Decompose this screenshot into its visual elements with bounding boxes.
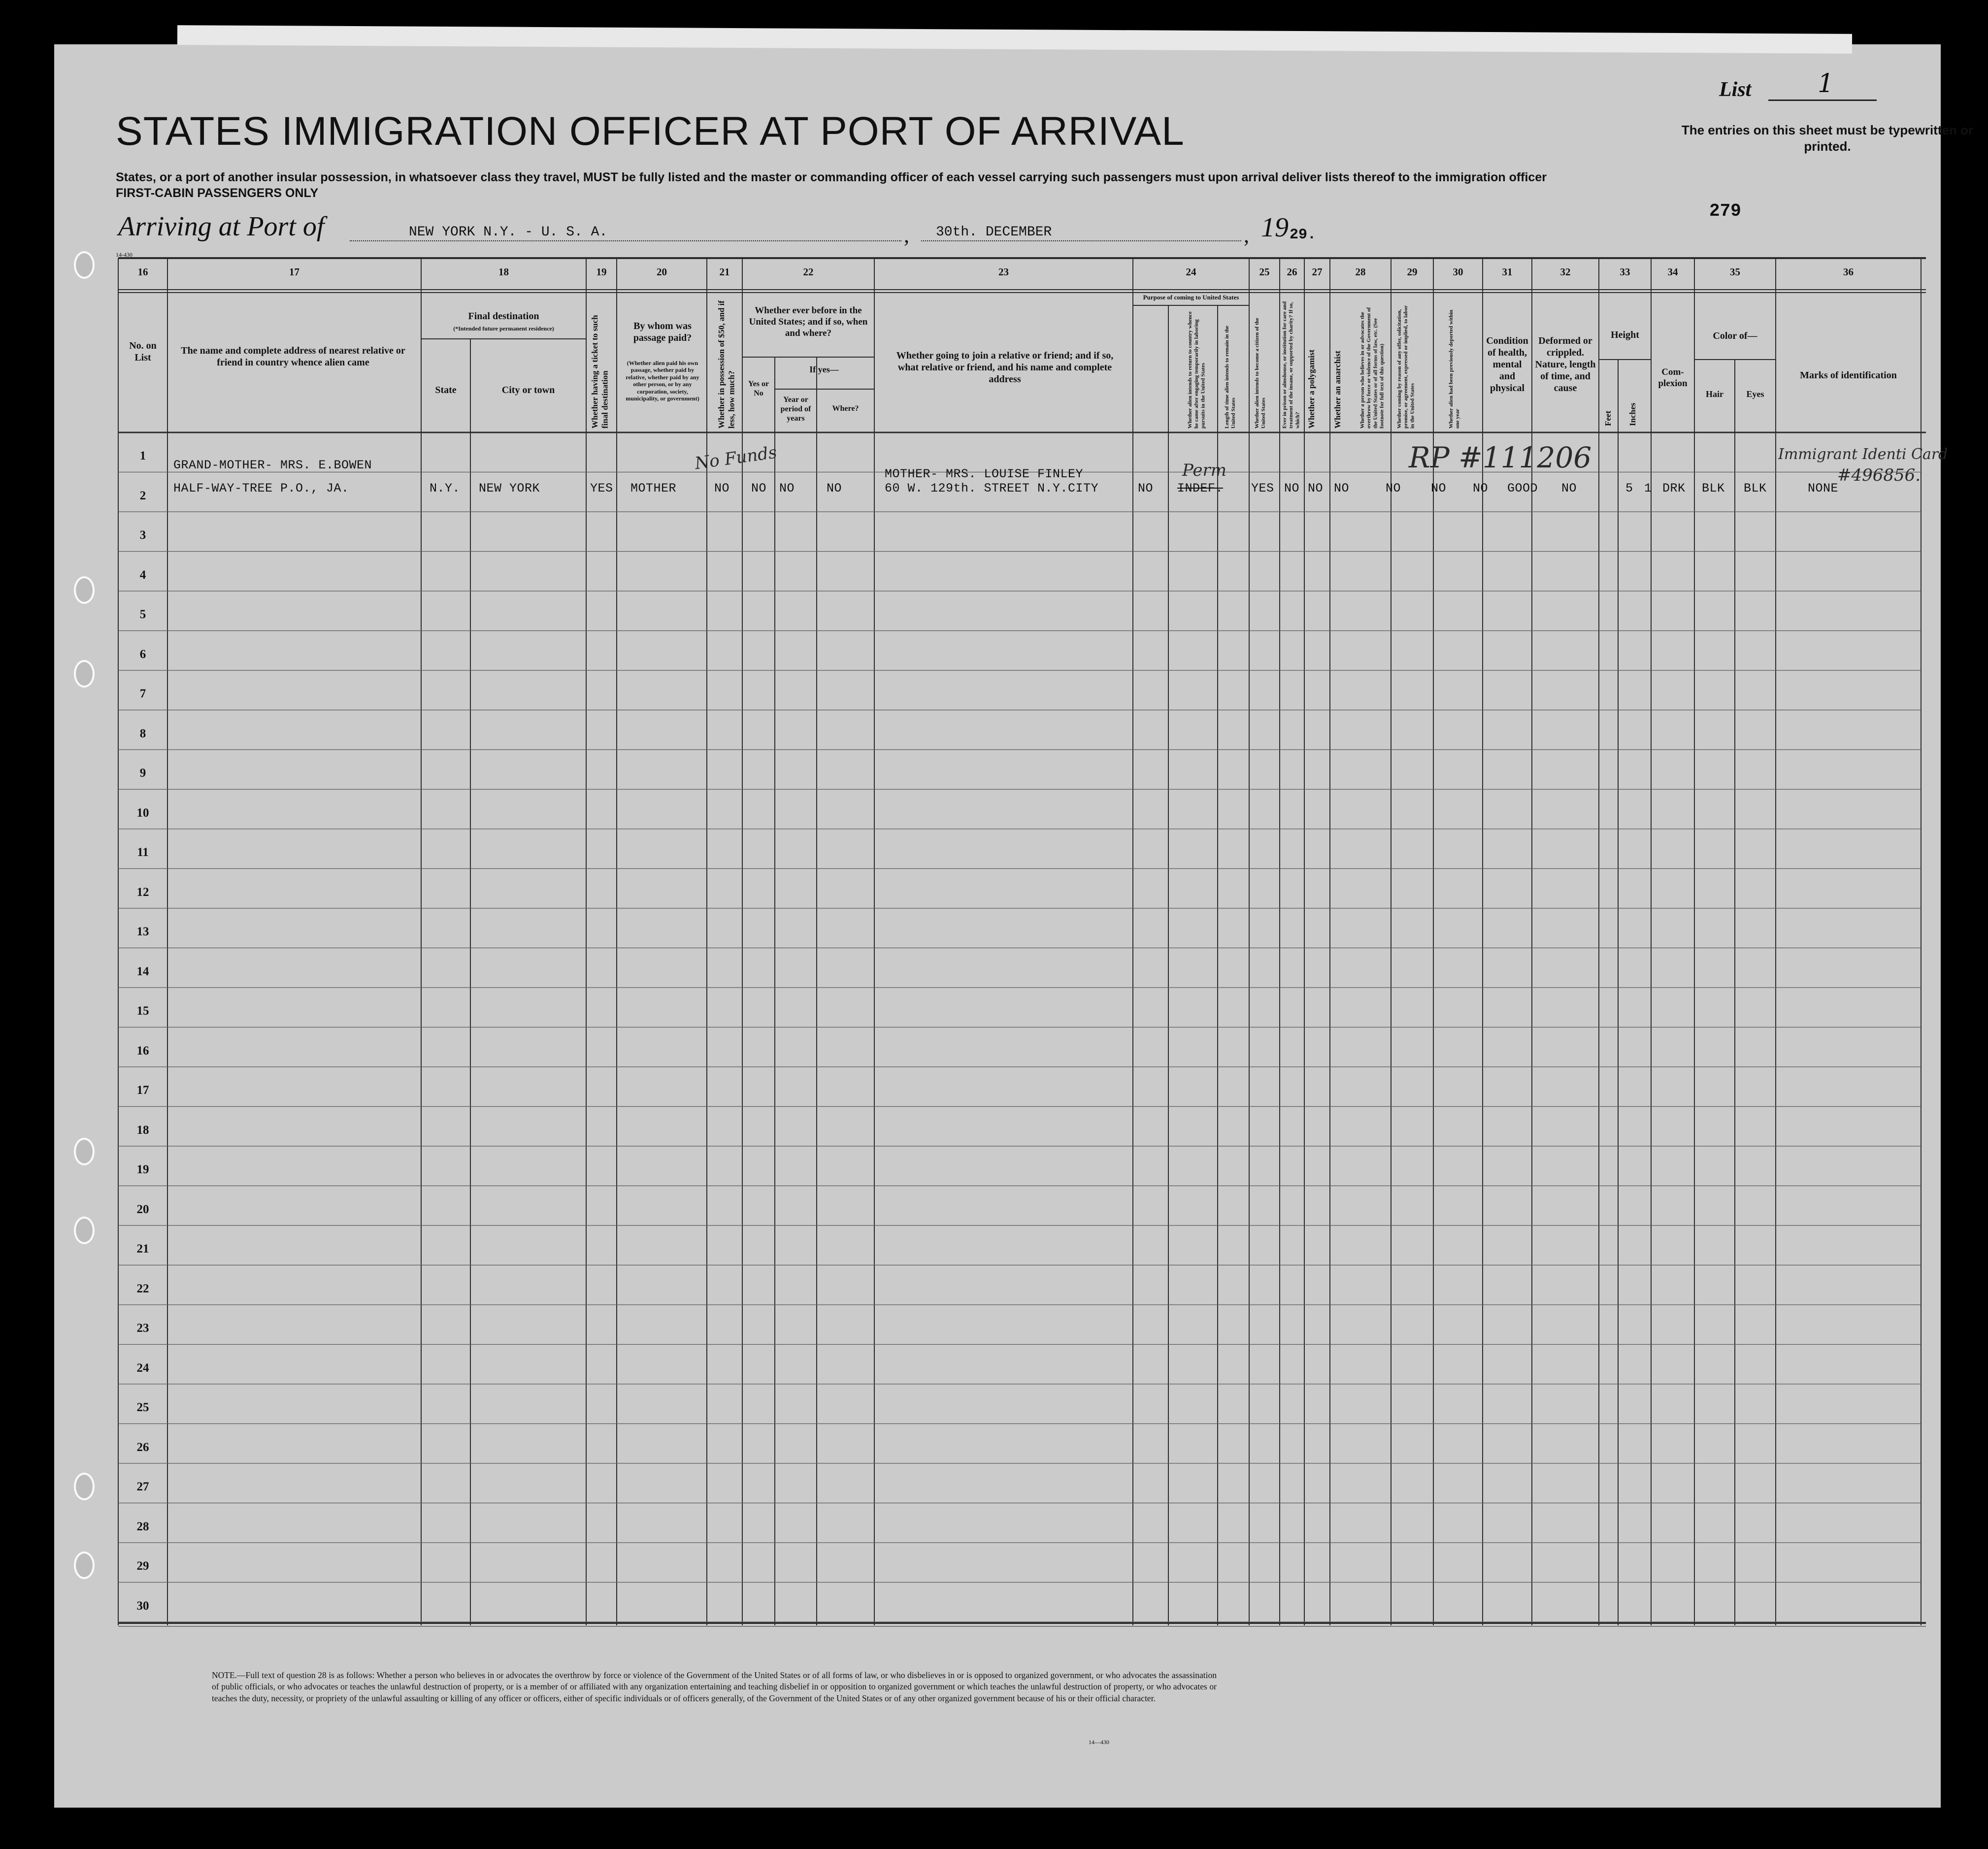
header-before-in-us: Whether ever before in the United States; and if so, when and where?	[749, 305, 868, 338]
header-purpose: Purpose of coming to United States	[1143, 294, 1239, 301]
header-join-relative: Whether going to join a relative or friend; and if so, what relative or friend, and his name and complete address	[896, 350, 1114, 385]
column-number: 20	[657, 266, 667, 278]
header-health: Condition of health, mental and physical	[1486, 335, 1528, 394]
sheet-number: 279	[1709, 201, 1741, 221]
footnote-form-number: 14—430	[1089, 1739, 1109, 1746]
row-number: 1	[139, 449, 146, 463]
header-final-destination: Final destination	[468, 311, 539, 322]
row-number: 10	[136, 806, 149, 820]
join-relative-address: 60 W. 129th. STREET N.Y.CITY	[885, 481, 1099, 495]
row-number: 18	[136, 1123, 149, 1137]
row-number: 29	[136, 1559, 149, 1573]
row-number: 6	[139, 647, 146, 661]
column-number: 27	[1312, 266, 1323, 278]
year-suffix: 29.	[1290, 227, 1317, 243]
arriving-label: Arriving at Port of	[118, 211, 325, 242]
header-if-yes: If yes—	[809, 364, 839, 374]
column-number: 19	[596, 266, 607, 278]
return-intent-value: NO	[1138, 481, 1154, 495]
complexion-value: DRK	[1662, 481, 1686, 495]
row-number: 14	[136, 964, 149, 978]
question-29-value: NO	[1431, 481, 1447, 495]
length-stay-value: INDEF.	[1177, 481, 1224, 495]
row-number: 12	[136, 885, 149, 899]
header-height: Height	[1611, 330, 1639, 340]
header-length-stay: Length of time alien intends to remain in the United States	[1224, 326, 1237, 429]
column-number: 28	[1355, 266, 1366, 278]
column-number: 36	[1843, 266, 1854, 278]
column-number: 17	[289, 266, 299, 278]
row-number: 25	[136, 1401, 149, 1415]
table-grid	[54, 44, 1941, 1808]
list-label: List	[1719, 78, 1752, 101]
relative-name: GRAND-MOTHER- MRS. E.BOWEN	[173, 458, 372, 472]
header-citizen: Whether alien intends to become a citizen of the United States	[1254, 318, 1267, 429]
column-number: 26	[1287, 266, 1297, 278]
column-number: 16	[137, 266, 148, 278]
row-number: 9	[139, 766, 146, 780]
money-value: NO	[714, 481, 730, 495]
header-question-28: Whether a person who believes in or advocates the overthrow by force or violence of the Government of the United States or of all forms of law, etc. (See footnote for full text of this question)	[1359, 307, 1385, 429]
row-number: 2	[139, 489, 146, 502]
row-number: 26	[136, 1440, 149, 1454]
question-28-value: NO	[1386, 481, 1401, 495]
page-title: STATES IMMIGRATION OFFICER AT PORT OF ARRIVAL	[116, 109, 1185, 154]
deported-value: NO	[1473, 481, 1489, 495]
row-number: 5	[139, 608, 146, 622]
header-deported: Whether alien had been previously deported within one year	[1448, 309, 1461, 429]
header-marks: Marks of identification	[1800, 370, 1897, 381]
list-number: 1	[1818, 69, 1834, 99]
header-prison: Ever in prison or almshouse, or institution for care and treatment of the insane, or supported by charity? If so, which?	[1282, 301, 1301, 429]
row-number: 30	[136, 1599, 149, 1613]
passage-paid-value: MOTHER	[630, 481, 677, 495]
header-color-of: Color of—	[1713, 330, 1757, 341]
row-number: 21	[136, 1242, 149, 1256]
header-yes-no: Yes or No	[748, 380, 769, 398]
row-number: 23	[136, 1321, 149, 1335]
row-number: 27	[136, 1480, 149, 1494]
before-where-value: NO	[827, 481, 842, 495]
year-prefix: 19	[1261, 212, 1289, 243]
marks-value: NONE	[1808, 481, 1839, 495]
form-number: 14-430	[116, 251, 133, 258]
before-in-us-value: NO	[751, 481, 767, 495]
header-ticket: Whether having a ticket to such final destination	[590, 315, 610, 429]
height-feet-value: 5	[1625, 481, 1633, 495]
row-number: 28	[136, 1519, 149, 1533]
column-number: 24	[1186, 266, 1196, 278]
eyes-value: BLK	[1744, 481, 1767, 495]
row-number: 17	[136, 1084, 149, 1097]
handwritten-no-funds: No Funds	[694, 442, 778, 474]
health-value: GOOD	[1507, 481, 1538, 495]
header-return-intent: Whether alien intends to return to country whence he came after engaging temporarily in laboring pursuits in the United States	[1187, 311, 1206, 429]
column-number: 35	[1730, 266, 1740, 278]
comma-sep: ,	[904, 223, 909, 247]
hair-value: BLK	[1702, 481, 1725, 495]
handwritten-id-card-number: #496856.	[1837, 465, 1921, 485]
header-money: Whether in possession of $50, and if less, how much?	[717, 300, 736, 429]
date-value: 30th. DECEMBER	[936, 225, 1052, 240]
column-number: 30	[1453, 266, 1463, 278]
row-number: 20	[136, 1202, 149, 1216]
header-hair: Hair	[1706, 389, 1723, 399]
deformed-value: NO	[1561, 481, 1577, 495]
comma-sep: ,	[1244, 223, 1249, 247]
handwritten-record-number: RP #111206	[1409, 441, 1592, 474]
header-eyes: Eyes	[1746, 389, 1764, 399]
notice-line: States, or a port of another insular possession, in whatsoever class they travel, MUST be fully listed and the master or commanding officer of each vessel carrying such passengers must upon arrival deliver lists thereof to the immigration officer	[116, 170, 1547, 184]
header-complexion: Com-plexion	[1658, 367, 1688, 389]
row-number: 13	[136, 925, 149, 939]
row-number: 3	[139, 528, 146, 542]
header-city: City or town	[501, 385, 555, 396]
header-anarchist: Whether an anarchist	[1333, 350, 1342, 429]
header-nearest-relative: The name and complete address of nearest relative or friend in country whence alien came	[181, 345, 405, 368]
footnote: NOTE.—Full text of question 28 is as follows: Whether a person who believes in or advocates the overthrow by force or violence of the Government of the United States or of all forms of law, or who disbelieves in or is opposed to organized government, or who advocates the assassination of public officials, or who advocates or teaches the unlawful destruction of property, or is a member of or affiliated with any organization entertaining and teaching disbelief in or opposition to organized government or which teaches the unlawful destruction of property, or who advocates or teaches the duty, necessity, or propriety of the unlawful assaulting or killing of any officer or officers, either of specific individuals or of officers generally, of the Government of the United States or of any other organized government because of his or their official character.	[212, 1670, 1217, 1703]
row-number: 4	[139, 568, 146, 582]
header-feet: Feet	[1603, 410, 1613, 426]
anarchist-value: NO	[1334, 481, 1350, 495]
header-polygamist: Whether a polygamist	[1307, 349, 1316, 429]
header-where: Where?	[832, 404, 859, 413]
header-final-destination-note: (*Intended future permanent residence)	[453, 325, 554, 332]
destination-state: N.Y.	[430, 481, 461, 495]
header-inches: Inches	[1628, 402, 1637, 426]
row-number: 8	[139, 726, 146, 740]
column-number: 33	[1620, 266, 1630, 278]
header-no-on-list: No. on List	[129, 340, 157, 363]
header-deformed: Deformed or crippled. Nature, length of time, and cause	[1535, 335, 1596, 394]
column-number: 32	[1560, 266, 1571, 278]
row-number: 11	[137, 846, 149, 859]
column-number: 22	[803, 266, 814, 278]
header-question-29: Whether coming by reason of any offer, solicitation, promise, or agreement, expressed or implied, to labor in the United States	[1396, 305, 1416, 429]
column-number: 21	[719, 266, 730, 278]
column-number: 23	[998, 266, 1009, 278]
row-number: 16	[136, 1044, 149, 1057]
before-years-value: NO	[779, 481, 795, 495]
row-number: 24	[136, 1361, 149, 1375]
relative-address: HALF-WAY-TREE P.O., JA.	[173, 481, 349, 495]
column-number: 31	[1502, 266, 1513, 278]
manifest-sheet	[54, 44, 1974, 1808]
column-number: 18	[498, 266, 509, 278]
column-number: 25	[1259, 266, 1270, 278]
column-number: 29	[1407, 266, 1418, 278]
row-number: 22	[136, 1282, 149, 1295]
handwritten-id-card: Immigrant Identi Card	[1778, 446, 1948, 463]
row-number: 15	[136, 1004, 149, 1018]
ticket-value: YES	[590, 481, 613, 495]
row-number: 19	[136, 1163, 149, 1177]
handwritten-perm: Perm	[1182, 461, 1226, 480]
destination-city: NEW YORK	[479, 481, 540, 495]
row-number: 7	[139, 687, 146, 701]
header-passage-note: (Whether alien paid his own passage, whether paid by relative, whether paid by any other person, or by any corporation, society, municipality, or government)	[626, 360, 699, 402]
citizen-value: YES	[1251, 481, 1274, 495]
header-passage-paid: By whom was passage paid?	[633, 321, 692, 343]
polygamist-value: NO	[1308, 481, 1324, 495]
join-relative-name: MOTHER- MRS. LOUISE FINLEY	[885, 467, 1084, 481]
typewritten-note: The entries on this sheet must be typewritten or printed.	[1681, 123, 1974, 154]
height-inches-value: 1	[1644, 481, 1652, 495]
header-years: Year or period of years	[780, 396, 811, 423]
port-value: NEW YORK N.Y. - U. S. A.	[409, 225, 608, 240]
prison-value: NO	[1284, 481, 1300, 495]
header-state: State	[435, 385, 457, 396]
column-number: 34	[1667, 266, 1678, 278]
class-line: FIRST-CABIN PASSENGERS ONLY	[116, 186, 319, 200]
